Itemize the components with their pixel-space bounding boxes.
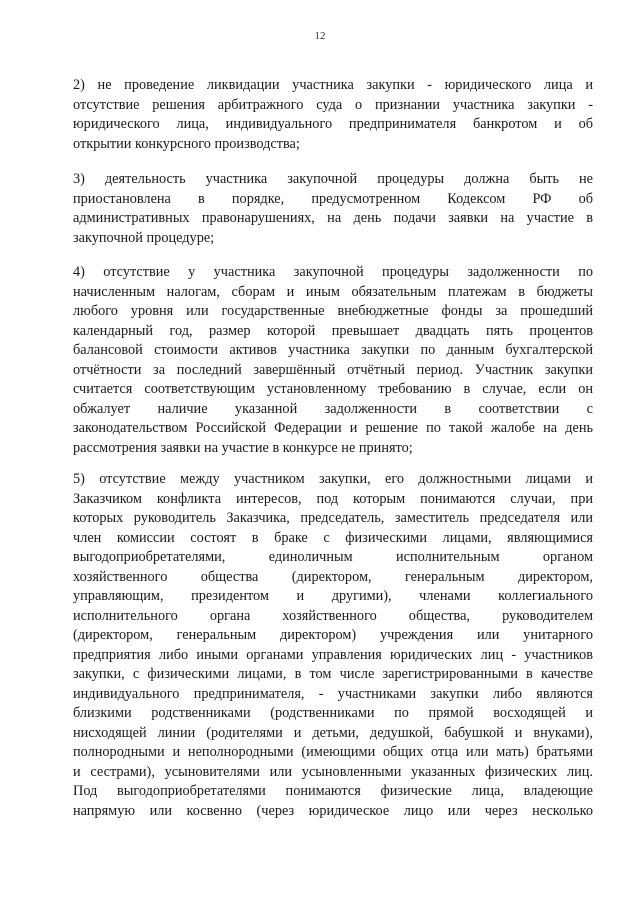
text-line: напрямую или косвенно (через юридическое лицо или через несколько bbox=[73, 802, 593, 819]
text-line: исполнительного органа хозяйственного общества, руководителем bbox=[73, 607, 593, 624]
text-line: открытии конкурсного производства; bbox=[73, 135, 300, 152]
text-line: законодательством Российской Федерации и решение по такой жалобе на день bbox=[73, 420, 593, 436]
text-line: закупки, с физическими лицами, в том числе зарегистрированными в качестве bbox=[73, 666, 593, 682]
text-line: 5) отсутствие между участником закупки, его должностными лицами и bbox=[73, 471, 593, 487]
text-line: полнородными и неполнородными (имеющими общих отца или мать) братьями bbox=[73, 744, 593, 760]
text-line: балансовой стоимости активов участника закупки по данным бухгалтерской bbox=[73, 342, 593, 358]
text-line: 2) не проведение ликвидации участника закупки - юридического лица и bbox=[73, 77, 593, 93]
text-line: (директором, генеральным директором) учреждения или унитарного bbox=[73, 627, 593, 643]
text-line: 3) деятельность участника закупочной процедуры должна быть не bbox=[73, 171, 593, 187]
text-line: нисходящей линии (родителями и детьми, дедушкой, бабушкой и внуками), bbox=[73, 724, 593, 741]
text-line: начисленным налогам, сборам и иным обязательным платежам в бюджеты bbox=[73, 283, 593, 300]
text-line: член комиссии состоят в браке с физическими лицами, являющимися bbox=[73, 529, 593, 546]
text-line: 4) отсутствие у участника закупочной процедуры задолженности по bbox=[73, 264, 593, 280]
text-line: выгодоприобретателями, единоличным исполнительным органом bbox=[73, 549, 593, 565]
text-line: юридического лица, индивидуального предпринимателя банкротом и об bbox=[73, 116, 593, 132]
text-line: индивидуального предпринимателя, - участниками закупки либо являются bbox=[73, 685, 593, 702]
text-line: административных правонарушениях, на день подачи заявки на участие в bbox=[73, 210, 593, 226]
text-line: которых руководитель Заказчика, председатель, заместитель председателя или bbox=[73, 510, 593, 526]
text-line: календарный год, размер которой превышает двадцать пять процентов bbox=[73, 322, 593, 339]
text-line: любого уровня или государственные внебюджетные фонды за прошедший bbox=[73, 303, 593, 319]
text-line: Под выгодоприобретателями понимаются физические лица, владеющие bbox=[73, 783, 593, 799]
paragraph-2 bbox=[73, 76, 593, 154]
text-line: отчётности за последний завершённый отчётный период. Участник закупки bbox=[73, 361, 593, 378]
text-line: управляющим, президентом и другими), членами коллегиального bbox=[73, 588, 593, 604]
text-line: хозяйственного общества (директором, генеральным директором, bbox=[73, 568, 593, 585]
paragraph-5 bbox=[73, 470, 593, 821]
paragraph-4 bbox=[73, 263, 593, 458]
text-line: считается соответствующим установленному требованию в случае, если он bbox=[73, 381, 593, 397]
page-number: 12 bbox=[314, 30, 326, 42]
text-line: предприятия либо иными органами управления юридических лиц - участников bbox=[73, 646, 593, 663]
text-line: и сестрами), усыновителями или усыновленными указанных физических лиц. bbox=[73, 763, 593, 780]
text-line: обжалует наличие указанной задолженности в соответствии с bbox=[73, 400, 593, 417]
text-line: отсутствие решения арбитражного суда о признании участника закупки - bbox=[73, 96, 593, 113]
text-line: закупочной процедуре; bbox=[73, 229, 215, 246]
text-line: близкими родственниками (родственниками по прямой восходящей и bbox=[73, 705, 593, 721]
text-line: рассмотрения заявки на участие в конкурсе не принято; bbox=[73, 439, 413, 456]
text-line: Заказчиком конфликта интересов, под которым понимаются случаи, при bbox=[73, 490, 593, 507]
text-line: приостановлена в порядке, предусмотренном Кодексом РФ об bbox=[73, 190, 593, 207]
paragraph-3 bbox=[73, 170, 593, 248]
